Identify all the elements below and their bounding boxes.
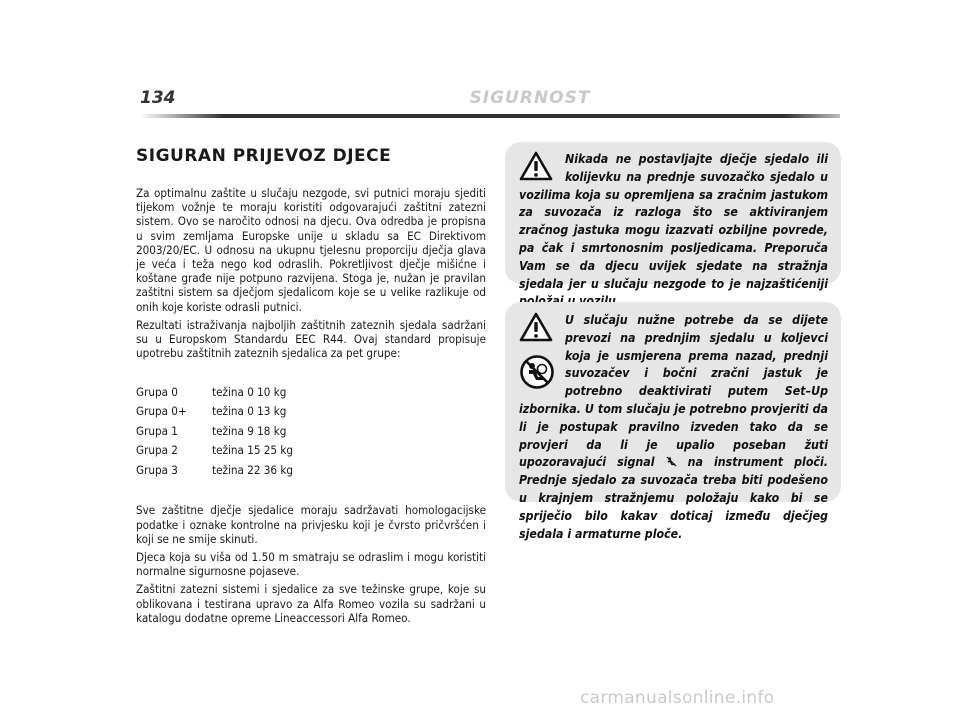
intro-paragraph-1: Za optimalnu zaštite u slučaju nezgode, svi putnici moraju sjediti tijekom vožnje te moraju koristiti odgovarajući zaštitni zatezni sistem. Ovo se naročito odnosi na djecu. Ova odredba je propisna u svim zemljama Europske unije u skladu sa EC Direktivom 2003/20/EC. U odnosu na ukupnu tjelesnu proporciju dječja glava je veća i teža nego kod odraslih. Pokretljivost dječje mišićne i koštane građe nije potpuno razvijena. Stoga je, nužan je pravilan zaštitni sistem sa dječjom sjedalicom koje se u velike razlikuje od onih koje koriste odrasli putnici. bbox=[136, 186, 486, 314]
page-number: 134 bbox=[140, 88, 176, 108]
passenger-airbag-off-icon bbox=[519, 354, 555, 390]
group-weight: težina 0 13 kg bbox=[212, 404, 287, 419]
group-weight: težina 22 36 kg bbox=[212, 462, 294, 477]
closing-paragraph-2: Djeca koja su viša od 1.50 m smatraju se odraslim i mogu koristiti normalne sigurnosne pojaseve. bbox=[136, 550, 486, 579]
group-name: Grupa 0+ bbox=[136, 404, 187, 419]
airbag-warning-light-icon bbox=[666, 456, 677, 467]
group-row bbox=[136, 402, 486, 421]
weight-groups-list bbox=[136, 382, 486, 479]
main-heading: SIGURAN PRIJEVOZ DJECE bbox=[136, 146, 392, 166]
warning-triangle-icon bbox=[519, 151, 553, 181]
warning-text-airbag-part-2: na instrument ploči. Prednje sjedalo za suvozača treba biti podešeno u krajnjem stražnjemu položaju kako bi se spriječio bilo kakav doticaj između dječjeg sjedala i armaturne ploče. bbox=[519, 455, 828, 541]
warning-text-airbag-part-1: U slučaju nužne potrebe da se dijete prevozi na prednjim sjedalu u koljevci koja je usmjerena prema nazad, prednji suvozačev i bočni zračni jastuk je potrebno deaktivirati putem Set–Up izbornika. U tom slučaju je potrebno provjeriti da li je postupak pravilno izveden tako da se provjeri da li je upalio poseban žuti upozoravajući signal bbox=[519, 313, 828, 470]
header-rule bbox=[140, 114, 840, 118]
group-name: Grupa 0 bbox=[136, 385, 178, 400]
watermark: carmanualsonline.info bbox=[580, 688, 775, 708]
group-row bbox=[136, 460, 486, 479]
section-title: SIGURNOST bbox=[469, 88, 591, 108]
group-name: Grupa 1 bbox=[136, 423, 178, 438]
warning-box-front-seat bbox=[505, 142, 841, 291]
intro-paragraph-2: Rezultati istraživanja najboljih zaštitnih zateznih sjedala sadržani su u Europskom Standardu EEC R44. Ovaj standard propisuje upotrebu zaštitnih zateznih sjedalica za pet grupe: bbox=[136, 317, 486, 361]
group-weight: težina 9 18 kg bbox=[212, 423, 287, 438]
group-row bbox=[136, 421, 486, 440]
group-weight: težina 15 25 kg bbox=[212, 443, 294, 458]
group-name: Grupa 2 bbox=[136, 443, 178, 458]
group-weight: težina 0 10 kg bbox=[212, 385, 287, 400]
left-column bbox=[136, 146, 486, 629]
warning-box-airbag bbox=[505, 302, 841, 541]
warning-text-front-seat: Nikada ne postavljajte dječje sjedalo ili kolijevku na prednje suvozačko sjedalo u vozilima koja su opremljena sa zračnim jastukom za suvozača iz razloga što se aktiviranjem zračnog jastuka mogu izazvati ozbiljne povrede, pa čak i smrtonosnim posljedicama. Preporuča Vam se da djecu uvijek sjedate na stražnja sjedala jer u slučaju nezgode to je najzaštićeniji bbox=[519, 152, 828, 291]
group-name: Grupa 3 bbox=[136, 462, 178, 477]
group-row bbox=[136, 441, 486, 460]
closing-paragraph-3: Zaštitni zatezni sistemi i sjedalice za sve težinske grupe, koje su oblikovana i testirana upravo za Alfa Romeo vozila su sadržani u katalogu dodatne opreme Lineaccessori Alfa Romeo. bbox=[136, 582, 486, 625]
group-row bbox=[136, 382, 486, 401]
warning-icon-column bbox=[519, 151, 559, 181]
warning-icon-column bbox=[519, 312, 559, 390]
warning-triangle-icon bbox=[519, 312, 553, 342]
closing-paragraph-1: Sve zaštitne dječje sjedalice moraju sadržavati homologacijske podatke i oznake kontrolne na privjesku koji je čvrsto pričvršćen i koji se ne smije skinuti. bbox=[136, 503, 486, 546]
